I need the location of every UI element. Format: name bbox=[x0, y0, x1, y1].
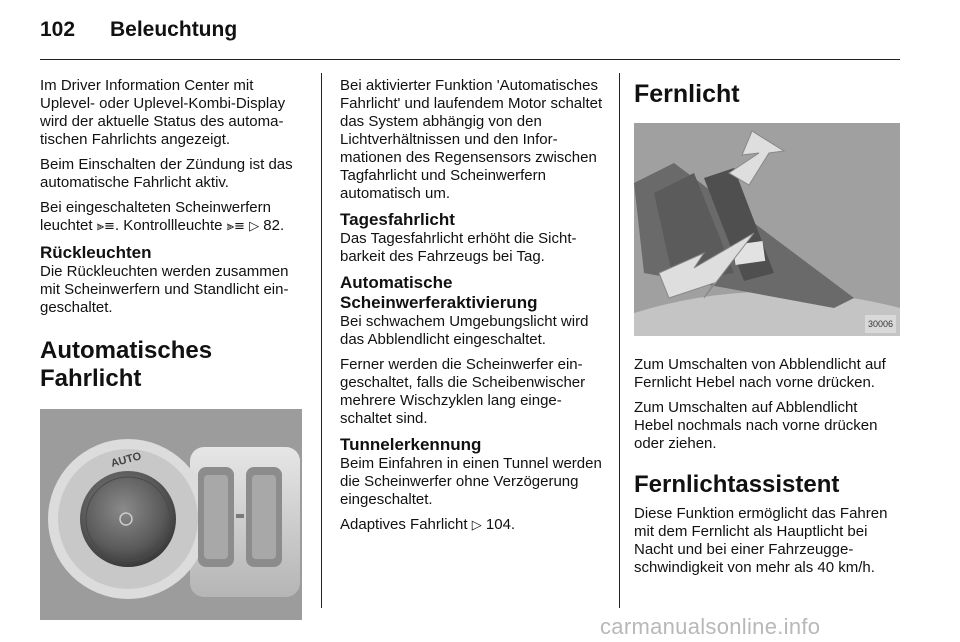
auto-label: AUTO bbox=[109, 450, 143, 470]
image-code: 30006 bbox=[865, 315, 896, 333]
heading-auto-activation: Automatische Scheinwerferaktivierung bbox=[340, 273, 538, 312]
page-title: Beleuchtung bbox=[110, 18, 238, 41]
paragraph-driver-info: Im Driver Information Center mit Uplevel- oder Uplevel-Kombi-Display wird der aktuelle Status des automatischen Fahrlichts angezeigt. bbox=[40, 77, 286, 148]
paragraph-auto-function: Bei aktivierter Funktion 'Automatisches Fahrlicht' und laufendem Motor schaltet das System abhängig von den Lichtverhältnissen und den Informationen des Regensensors zwischen Tagfahrlicht und Scheinwerfern automatisch um. bbox=[340, 77, 603, 202]
stalk-illustration bbox=[634, 123, 900, 336]
paragraph-headlight-indicator: Bei eingeschalteten Scheinwerfern leuchtet ⫸≡. Kontrollleuchte ⫸≡ ▷ 82. bbox=[40, 199, 285, 234]
page-header bbox=[40, 18, 237, 50]
reference-arrow-icon: ▷ bbox=[249, 219, 260, 234]
heading-tunnel: Tunnelerkennung bbox=[340, 435, 482, 454]
paragraph-ignition: Beim Einschalten der Zündung ist das automatische Fahrlicht aktiv. bbox=[40, 156, 293, 191]
heading-automatic-lights: Automatisches Fahrlicht bbox=[40, 337, 213, 392]
paragraph-tunnel: Beim Einfahren in einen Tunnel werden die Scheinwerfer ohne Verzögerung eingeschaltet. bbox=[340, 455, 602, 508]
paragraph-high-beam-on: Zum Umschalten von Abblendlicht auf Fernlicht Hebel nach vorne drücken. bbox=[634, 356, 886, 391]
column-3 bbox=[634, 77, 900, 584]
reference-arrow-icon: ▷ bbox=[471, 518, 482, 533]
paragraph-high-beam-assist: Diese Funktion ermöglicht das Fahren mit dem Fernlicht als Hauptlicht bei Nacht und bei einer Fahrzeuggeschwindigkeit von mehr als 40 km/h. bbox=[634, 505, 888, 576]
page-number: 102 bbox=[40, 18, 76, 41]
watermark: carmanualsonline.info bbox=[600, 614, 821, 639]
headlight-icon: ⫸≡ bbox=[226, 219, 245, 234]
heading-high-beam-assist: Fernlichtassistent bbox=[634, 471, 840, 498]
column-2 bbox=[340, 77, 606, 542]
column-1 bbox=[40, 77, 306, 620]
column-divider-2 bbox=[619, 73, 620, 608]
heading-daytime-lights: Tagesfahrlicht bbox=[340, 210, 455, 229]
high-beam-stalk-image bbox=[634, 123, 900, 336]
paragraph-auto-activation: Bei schwachem Umgebungslicht wird das Abblendlicht eingeschaltet. bbox=[340, 313, 589, 348]
heading-rear-lights: Rückleuchten bbox=[40, 243, 152, 262]
paragraph-daytime-lights: Das Tagesfahrlicht erhöht die Sichtbarkeit des Fahrzeugs bei Tag. bbox=[340, 230, 577, 265]
paragraph-high-beam-off: Zum Umschalten auf Abblendlicht Hebel nochmals nach vorne drücken oder ziehen. bbox=[634, 399, 878, 452]
light-switch-image bbox=[40, 409, 302, 620]
heading-high-beam: Fernlicht bbox=[634, 80, 740, 108]
column-divider-1 bbox=[321, 73, 322, 608]
light-switch-illustration bbox=[40, 409, 302, 620]
header-divider bbox=[40, 59, 900, 60]
paragraph-wiper: Ferner werden die Scheinwerfer eingeschaltet, falls die Scheibenwischer mehrere Wischzyklen lang eingeschaltet sind. bbox=[340, 356, 586, 427]
headlight-icon: ⫸≡ bbox=[96, 219, 115, 234]
paragraph-rear-lights: Die Rückleuchten werden zusammen mit Scheinwerfern und Standlicht eingeschaltet. bbox=[40, 263, 289, 316]
paragraph-adaptive: Adaptives Fahrlicht ▷ 104. bbox=[340, 516, 516, 533]
